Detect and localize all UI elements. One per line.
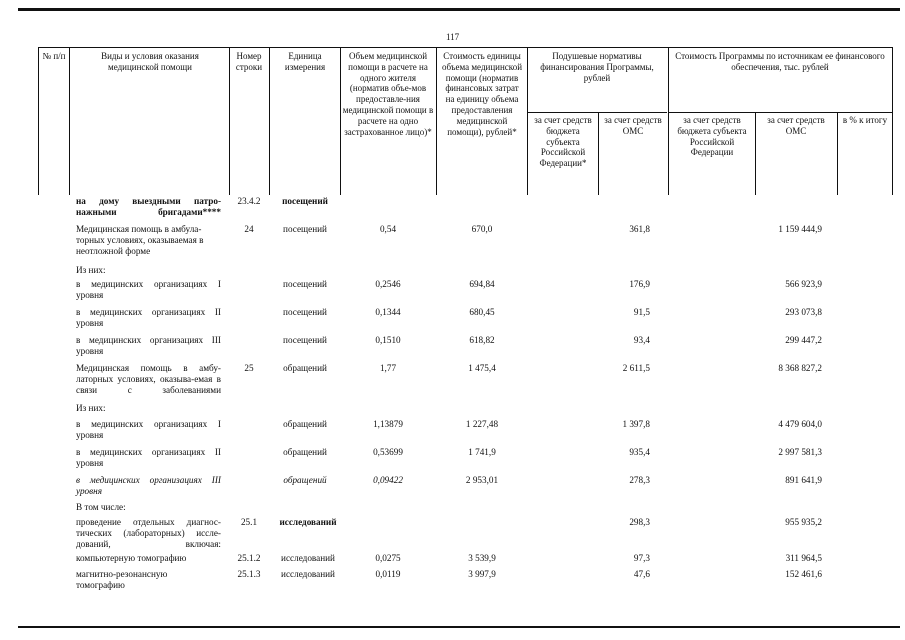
row-unit: посещений bbox=[283, 307, 327, 317]
row-norm-oms: 298,3 bbox=[629, 517, 650, 527]
header-program-cost: Стоимость Программы по источникам ее финансового обеспечения, тыс. рублей bbox=[675, 51, 885, 72]
row-unit: посещений bbox=[283, 224, 327, 234]
row-unit: исследований bbox=[281, 569, 335, 579]
row-volume: 0,53699 bbox=[373, 447, 403, 457]
row-volume: 0,09422 bbox=[373, 475, 403, 485]
header-per-capita-norms: Подушевые нормативы финансирования Программы, рублей bbox=[540, 51, 654, 83]
header-volume: Объем медицинской помощи в расчете на одного жителя (норматив объе-мов предоставле-ния медицинской помощи в расчете на одно застрахованное лицо)* bbox=[342, 51, 434, 137]
col-line bbox=[527, 47, 528, 195]
row-cost-oms: 152 461,6 bbox=[785, 569, 822, 579]
row-name: в медицинских организациях I уровня bbox=[76, 279, 221, 300]
row-unit: исследований bbox=[279, 517, 337, 527]
row-name: в медицинских организациях III уровня bbox=[76, 335, 221, 356]
col-line bbox=[837, 112, 838, 195]
row-cost-oms: 2 997 581,3 bbox=[778, 447, 822, 457]
row-norm-oms: 91,5 bbox=[633, 307, 650, 317]
header-cost-budget: за счет средств бюджета субъекта Российской Федерации bbox=[677, 115, 747, 158]
row-name: Из них: bbox=[76, 403, 106, 413]
row-cost-oms: 8 368 827,2 bbox=[778, 363, 822, 373]
row-unit: обращений bbox=[283, 447, 327, 457]
row-volume: 0,1344 bbox=[375, 307, 401, 317]
row-unit: обращений bbox=[283, 419, 327, 429]
row-volume: 0,2546 bbox=[375, 279, 401, 289]
row-name: в медицинских организациях II уровня bbox=[76, 307, 221, 328]
row-name: проведение отдельных диагнос-тических (лабораторных) иссле-дований, включая: bbox=[76, 517, 221, 549]
row-volume: 0,0119 bbox=[375, 569, 401, 579]
row-number: 23.4.2 bbox=[237, 196, 261, 206]
row-number: 25.1.2 bbox=[237, 553, 261, 563]
row-unit: посещений bbox=[283, 279, 327, 289]
row-name: магнитно-резонансную томографию bbox=[76, 569, 168, 590]
row-cost: 1 741,9 bbox=[468, 447, 496, 457]
row-cost-oms: 4 479 604,0 bbox=[778, 419, 822, 429]
row-number: 25 bbox=[244, 363, 254, 373]
row-cost: 680,45 bbox=[469, 307, 495, 317]
row-number: 25.1 bbox=[240, 517, 258, 527]
row-name: Медицинская помощь в амбу-латорных условиях, оказыва-емая в связи с заболеваниями bbox=[76, 363, 221, 395]
col-line bbox=[38, 47, 39, 195]
row-number: 25.1.3 bbox=[237, 569, 261, 579]
page-number: 117 bbox=[446, 32, 460, 42]
col-line bbox=[892, 47, 893, 195]
header-cost-oms: за счет средств ОМС bbox=[767, 115, 825, 136]
header-cost: Стоимость единицы объема медицинской помощи (норматив финансовых затрат на единицу объема предоставления медицинской помощи), рублей* bbox=[441, 51, 523, 137]
row-norm-oms: 176,9 bbox=[629, 279, 650, 289]
row-cost: 1 475,4 bbox=[468, 363, 496, 373]
row-cost: 670,0 bbox=[471, 224, 493, 234]
col-line bbox=[340, 47, 341, 195]
row-unit: исследований bbox=[281, 553, 335, 563]
row-norm-oms: 278,3 bbox=[629, 475, 650, 485]
col-line bbox=[598, 112, 599, 195]
col-line bbox=[668, 47, 669, 195]
row-cost-oms: 299 447,2 bbox=[785, 335, 822, 345]
row-cost-oms: 1 159 444,9 bbox=[778, 224, 822, 234]
row-name: В том числе: bbox=[76, 502, 126, 512]
row-cost-oms: 566 923,9 bbox=[785, 279, 822, 289]
row-volume: 0,1510 bbox=[375, 335, 401, 345]
row-unit: обращений bbox=[283, 363, 327, 373]
row-unit: обращений bbox=[283, 475, 327, 485]
col-line bbox=[755, 112, 756, 195]
row-name: Из них: bbox=[76, 265, 106, 275]
row-name: в медицинских организациях III уровня bbox=[76, 475, 221, 496]
row-cost-oms: 293 073,8 bbox=[785, 307, 822, 317]
header-norm-oms: за счет средств ОМС bbox=[604, 115, 662, 136]
row-cost: 618,82 bbox=[469, 335, 495, 345]
col-line bbox=[69, 47, 70, 195]
header-top-line bbox=[38, 47, 892, 48]
header-mid-line-left bbox=[527, 112, 667, 113]
top-rule bbox=[18, 8, 900, 11]
row-cost-oms: 311 964,5 bbox=[785, 553, 822, 563]
bottom-rule bbox=[18, 626, 900, 628]
col-line bbox=[269, 47, 270, 195]
row-cost-oms: 891 641,9 bbox=[785, 475, 822, 485]
header-mid-line-right bbox=[668, 112, 892, 113]
header-type: Виды и условия оказания медицинской помощи bbox=[101, 51, 199, 72]
row-volume: 0,0275 bbox=[375, 553, 401, 563]
row-norm-oms: 47,6 bbox=[633, 569, 650, 579]
row-norm-oms: 935,4 bbox=[629, 447, 650, 457]
row-cost-oms: 955 935,2 bbox=[785, 517, 822, 527]
row-cost: 694,84 bbox=[469, 279, 495, 289]
row-norm-oms: 1 397,8 bbox=[622, 419, 650, 429]
row-norm-oms: 2 611,5 bbox=[622, 363, 650, 373]
header-row-number: Номер строки bbox=[235, 51, 263, 72]
header-num: № п/п bbox=[42, 51, 66, 61]
row-cost: 2 953,01 bbox=[465, 475, 499, 485]
row-volume: 1,13879 bbox=[373, 419, 403, 429]
row-name: в медицинских организациях I уровня bbox=[76, 419, 221, 440]
row-norm-oms: 361,8 bbox=[629, 224, 650, 234]
header-unit: Единица измерения bbox=[284, 51, 326, 72]
row-cost: 3 997,9 bbox=[468, 569, 496, 579]
row-number: 24 bbox=[244, 224, 254, 234]
row-volume: 0,54 bbox=[379, 224, 397, 234]
row-cost: 3 539,9 bbox=[468, 553, 496, 563]
row-norm-oms: 97,3 bbox=[633, 553, 650, 563]
row-name: в медицинских организациях II уровня bbox=[76, 447, 221, 468]
row-name: на дому выездными патро-нажными бригадами**** bbox=[76, 196, 221, 217]
header-percent: в % к итогу bbox=[842, 115, 888, 125]
row-name: компьютерную томографию bbox=[76, 553, 187, 563]
col-line bbox=[436, 47, 437, 195]
row-norm-oms: 93,4 bbox=[633, 335, 650, 345]
row-cost: 1 227,48 bbox=[465, 419, 499, 429]
header-norm-budget: за счет средств бюджета субъекта Российской Федерации* bbox=[534, 115, 592, 169]
row-volume: 1,77 bbox=[379, 363, 397, 373]
row-unit: посещений bbox=[282, 196, 328, 206]
row-name: Медицинская помощь в амбула-торных условиях, оказываемая в неотложной форме bbox=[76, 224, 204, 256]
row-unit: посещений bbox=[283, 335, 327, 345]
